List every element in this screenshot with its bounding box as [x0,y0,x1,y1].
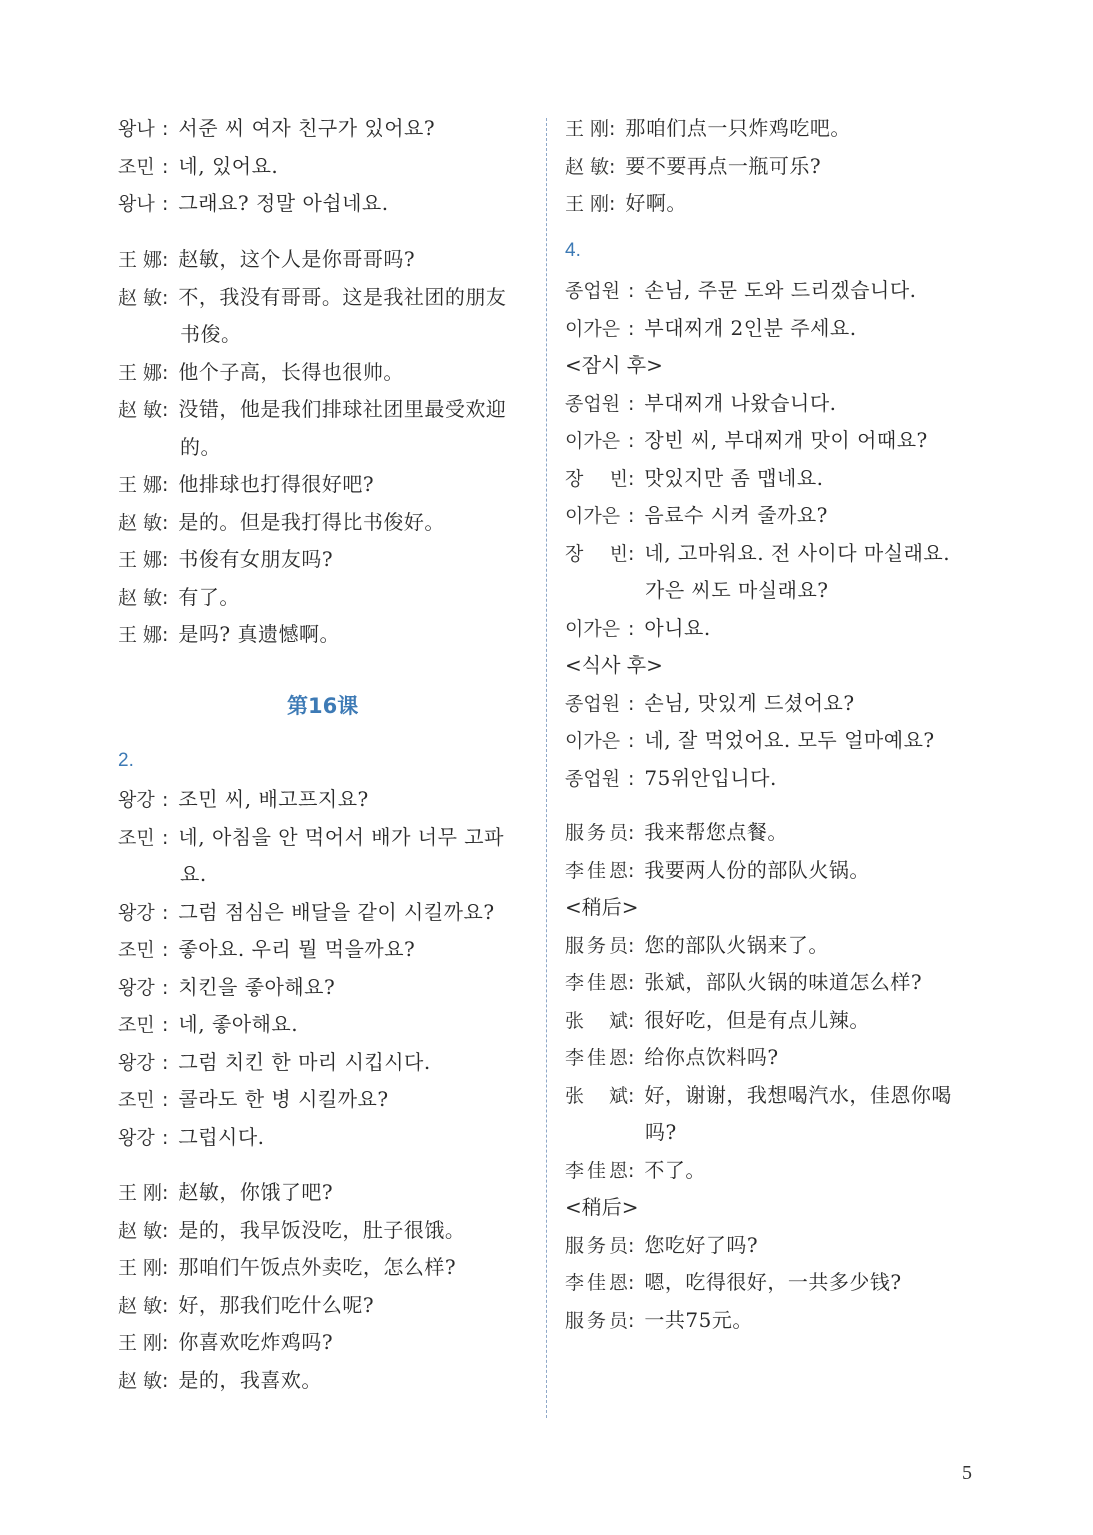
dialogue-text: 书俊有女朋友吗? [178,547,334,571]
dialogue-line [118,898,495,927]
speaker-name: 王刚 [118,1332,162,1354]
speaker-colon: : [162,286,169,309]
speaker-colon: : [609,118,616,140]
dialogue-line [118,245,415,274]
dialogue-line [565,1006,870,1035]
speaker-colon: : [162,1089,169,1111]
dialogue-text: 치킨을 좋아해요? [178,974,336,999]
dialogue-line [118,935,415,964]
dialogue-line [118,1048,431,1077]
speaker-colon: : [162,1294,169,1317]
speaker-name: 王刚 [565,193,609,215]
dialogue-text: 그럼 점심은 배달을 같이 시킬까요? [178,899,495,924]
dialogue-text: 서준 씨 여자 친구가 있어요? [178,116,436,140]
dialogue-line [565,931,829,960]
speaker-name: 왕강 [118,901,155,924]
speaker-colon: : [628,767,635,790]
stage-direction: <稍后> [565,895,639,919]
speaker-colon: : [162,1051,169,1074]
dialogue-line [565,1268,902,1297]
speaker-colon: : [628,430,635,452]
speaker-name: 이가은 [565,730,621,752]
dialogue-line [565,1231,758,1260]
dialogue-continuation: 的。 [180,434,221,459]
dialogue-text: 그럼 치킨 한 마리 시킵시다. [178,1049,431,1074]
speaker-name: 이가은 [565,617,621,640]
exercise-number: 2. [118,750,134,771]
speaker-name: 服务员 [565,822,628,844]
dialogue-text: 조민 씨, 배고프지요? [178,787,369,811]
dialogue-line [118,1085,389,1114]
speaker-name: 왕강 [118,1051,155,1074]
dialogue-line [565,818,788,847]
dialogue-text: 没错，他是我们排球社团里最受欢迎 [178,397,507,421]
dialogue-line [565,726,935,755]
dialogue-line [565,152,821,181]
dialogue-line [565,464,824,493]
speaker-colon: : [162,249,169,271]
speaker-name: 이가은 [565,317,621,340]
speaker-colon: : [162,1332,169,1354]
dialogue-line [565,764,777,793]
speaker-colon: : [628,317,635,340]
speaker-name: 왕강 [118,976,155,999]
speaker-colon: : [162,193,169,215]
dialogue-text: 他排球也打得很好吧? [178,472,375,496]
dialogue-text: 不了。 [644,1157,706,1182]
speaker-name: 李佳恩 [565,859,628,882]
page-number: 5 [962,1462,972,1484]
dialogue-line [118,973,335,1002]
speaker-name: 종업원 [565,392,621,415]
speaker-name: 조민 [118,1014,155,1036]
dialogue-text: 손님, 주문 도와 드리겠습니다. [644,278,917,302]
dialogue-line [118,583,240,612]
speaker-colon: : [162,118,169,140]
speaker-name: 赵敏 [118,286,162,309]
dialogue-line [565,1156,706,1185]
dialogue-line [118,395,506,424]
dialogue-line [118,152,278,181]
speaker-colon: : [162,361,169,384]
dialogue-text: 要不要再点一瓶可乐? [625,153,822,178]
speaker-name: 李佳恩 [565,1272,628,1294]
dialogue-line [565,389,837,418]
speaker-colon: : [628,467,635,490]
dialogue-text: 很好吃，但是有点儿辣。 [644,1007,870,1032]
speaker-colon: : [162,624,169,646]
dialogue-text: 是的，我早饭没吃，肚子很饿。 [178,1217,466,1242]
speaker-name: 王刚 [565,118,609,140]
speaker-colon: : [162,976,169,999]
speaker-name: 张 斌 [565,1084,628,1107]
speaker-name: 종업원 [565,692,621,715]
speaker-name: 赵敏 [118,399,162,421]
speaker-colon: : [609,155,616,178]
dialogue-line [118,1178,333,1207]
dialogue-line [118,1328,333,1357]
speaker-colon: : [162,826,169,849]
speaker-name: 张 斌 [565,1009,628,1032]
dialogue-line [118,1291,374,1320]
speaker-name: 赵敏 [118,1369,162,1392]
dialogue-text: 赵敏，这个人是你哥哥吗? [178,247,416,271]
dialogue-line [118,620,340,649]
dialogue-text: 네, 있어요. [178,153,279,178]
speaker-colon: : [628,1047,635,1069]
dialogue-text: 그래요? 정말 아쉽네요. [178,191,389,215]
stage-direction: <잠시 후> [565,353,663,377]
dialogue-text: 好，那我们吃什么呢? [178,1292,375,1317]
dialogue-line [118,785,369,814]
speaker-colon: : [162,1126,169,1149]
speaker-colon: : [628,859,635,882]
speaker-colon: : [609,193,616,215]
dialogue-line [118,823,504,852]
dialogue-text: 네, 고마워요. 전 사이다 마실래요. [644,540,951,565]
dialogue-line [118,545,333,574]
dialogue-text: 부대찌개 나왔습니다. [644,390,837,415]
dialogue-text: 콜라도 한 병 시킬까요? [178,1087,389,1111]
dialogue-text: 您吃好了吗? [644,1232,759,1257]
dialogue-line [565,114,851,143]
dialogue-line [565,276,917,305]
speaker-name: 조민 [118,155,155,178]
speaker-colon: : [162,1369,169,1392]
dialogue-text: 您的部队火锅来了。 [644,932,829,957]
dialogue-text: 张斌，部队火锅的味道怎么样? [644,970,923,994]
column-divider [546,118,547,1418]
speaker-colon: : [162,549,169,571]
dialogue-text: 좋아요. 우리 뭘 먹을까요? [178,937,416,961]
dialogue-text: 손님, 맛있게 드셨어요? [644,690,855,715]
dialogue-text: 嗯，吃得很好，一共多少钱? [644,1270,902,1294]
dialogue-line [118,508,445,537]
dialogue-continuation: 요. [180,862,207,886]
speaker-colon: : [628,934,635,957]
speaker-colon: : [628,1009,635,1032]
dialogue-line [118,1010,298,1039]
dialogue-continuation: 가은 씨도 마실래요? [645,578,829,602]
speaker-colon: : [628,392,635,415]
dialogue-text: 아니요. [644,615,711,640]
speaker-name: 王刚 [118,1257,162,1279]
dialogue-text: 是的，我喜欢。 [178,1367,322,1392]
dialogue-text: 부대찌개 2인분 주세요. [644,315,857,340]
speaker-colon: : [162,511,169,534]
dialogue-line [565,501,828,530]
speaker-colon: : [628,730,635,752]
speaker-name: 王娜 [118,474,162,496]
speaker-name: 王娜 [118,361,162,384]
speaker-name: 조민 [118,939,155,961]
dialogue-line [565,1306,753,1335]
dialogue-line [565,614,711,643]
dialogue-text: 你喜欢吃炸鸡吗? [178,1330,334,1354]
speaker-name: 종업원 [565,280,621,302]
speaker-colon: : [162,789,169,811]
speaker-name: 赵敏 [565,155,609,178]
lesson-heading: 第16课 [287,694,359,718]
speaker-colon: : [628,972,635,994]
speaker-colon: : [628,822,635,844]
speaker-name: 李佳恩 [565,1159,628,1182]
speaker-name: 조민 [118,1089,155,1111]
speaker-colon: : [162,399,169,421]
speaker-name: 服务员 [565,1309,628,1332]
dialogue-line [118,1216,465,1245]
speaker-name: 왕나 [118,193,155,215]
dialogue-line [565,1043,779,1072]
speaker-colon: : [628,1234,635,1257]
dialogue-line [565,426,928,455]
dialogue-text: 네, 잘 먹었어요. 모두 얼마예요? [644,728,935,752]
speaker-name: 장 빈 [565,542,628,565]
speaker-name: 赵敏 [118,1294,162,1317]
dialogue-text: 장빈 씨, 부대찌개 맛이 어때요? [644,428,928,452]
speaker-colon: : [162,586,169,609]
dialogue-line [118,114,435,143]
dialogue-text: 赵敏，你饿了吧? [178,1180,334,1204]
speaker-colon: : [628,1159,635,1182]
dialogue-line [565,968,922,997]
speaker-colon: : [162,1182,169,1204]
dialogue-line [118,283,506,312]
speaker-name: 조민 [118,826,155,849]
speaker-colon: : [162,155,169,178]
dialogue-text: 不，我没有哥哥。这是我社团的朋友 [178,284,507,309]
speaker-name: 이가은 [565,505,621,527]
dialogue-line [565,1081,952,1110]
speaker-name: 王娜 [118,549,162,571]
dialogue-line [118,470,374,499]
speaker-name: 李佳恩 [565,1047,628,1069]
speaker-colon: : [628,692,635,715]
dialogue-text: 네, 좋아해요. [178,1012,299,1036]
speaker-colon: : [162,474,169,496]
dialogue-text: 好啊。 [625,191,687,215]
speaker-colon: : [628,542,635,565]
speaker-name: 赵敏 [118,511,162,534]
dialogue-text: 给你点饮料吗? [644,1045,779,1069]
speaker-name: 王娜 [118,249,162,271]
dialogue-line [118,358,404,387]
dialogue-line [565,856,870,885]
dialogue-text: 我要两人份的部队火锅。 [644,857,870,882]
speaker-name: 장 빈 [565,467,628,490]
speaker-name: 이가은 [565,430,621,452]
dialogue-text: 음료수 시켜 줄까요? [644,503,828,527]
dialogue-text: 一共75元。 [644,1307,753,1332]
speaker-name: 服务员 [565,934,628,957]
speaker-colon: : [628,617,635,640]
speaker-name: 赵敏 [118,586,162,609]
speaker-name: 王刚 [118,1182,162,1204]
dialogue-text: 是的。但是我打得比书俊好。 [178,509,445,534]
dialogue-line [565,314,857,343]
dialogue-text: 他个子高，长得也很帅。 [178,359,404,384]
dialogue-line [565,539,950,568]
speaker-colon: : [162,1014,169,1036]
stage-direction: <稍后> [565,1195,639,1219]
speaker-name: 李佳恩 [565,972,628,994]
dialogue-line [118,1123,265,1152]
dialogue-text: 그럽시다. [178,1124,265,1149]
dialogue-text: 75위안입니다. [644,765,777,790]
speaker-name: 王娜 [118,624,162,646]
dialogue-text: 那咱们点一只炸鸡吃吧。 [625,116,851,140]
dialogue-continuation: 吗? [645,1120,677,1144]
dialogue-text: 有了。 [178,584,240,609]
dialogue-line [565,689,855,718]
dialogue-text: 好，谢谢，我想喝汽水，佳恩你喝 [644,1082,952,1107]
stage-direction: <식사 후> [565,653,663,677]
dialogue-text: 네, 아침을 안 먹어서 배가 너무 고파 [178,824,504,849]
dialogue-continuation: 书俊。 [180,322,242,346]
dialogue-line [118,1366,322,1395]
speaker-name: 왕나 [118,118,155,140]
dialogue-text: 那咱们午饭点外卖吃，怎么样? [178,1255,457,1279]
speaker-colon: : [628,505,635,527]
speaker-name: 服务员 [565,1234,628,1257]
speaker-colon: : [162,1219,169,1242]
speaker-colon: : [162,939,169,961]
dialogue-line [565,189,687,218]
dialogue-line [118,189,389,218]
dialogue-text: 맛있지만 좀 맵네요. [644,465,824,490]
exercise-number: 4. [565,240,581,261]
speaker-colon: : [162,1257,169,1279]
dialogue-text: 我来帮您点餐。 [644,820,788,844]
speaker-name: 종업원 [565,767,621,790]
speaker-colon: : [628,280,635,302]
speaker-colon: : [628,1084,635,1107]
speaker-name: 왕강 [118,789,155,811]
dialogue-text: 是吗? 真遗憾啊。 [178,622,340,646]
dialogue-line [118,1253,456,1282]
speaker-colon: : [628,1272,635,1294]
speaker-name: 왕강 [118,1126,155,1149]
speaker-name: 赵敏 [118,1219,162,1242]
speaker-colon: : [628,1309,635,1332]
speaker-colon: : [162,901,169,924]
